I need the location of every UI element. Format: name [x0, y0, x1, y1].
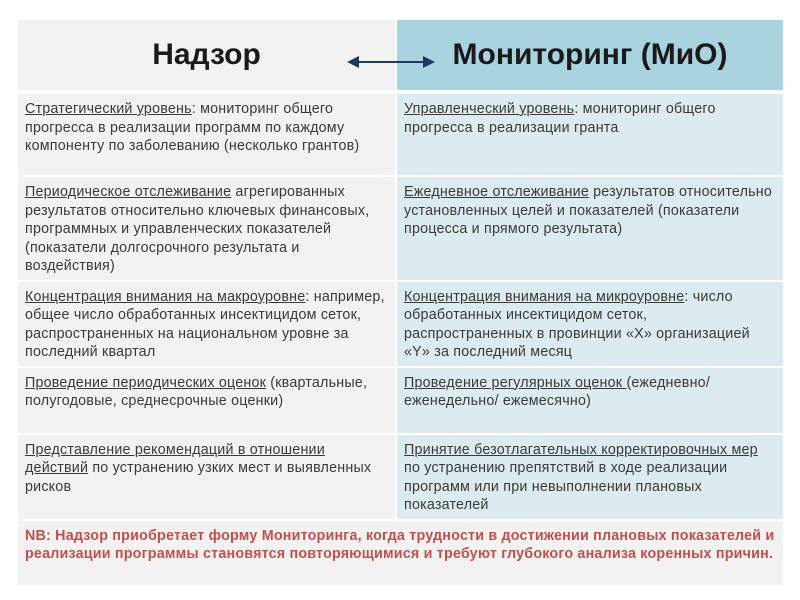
monitoring-cell — [396, 434, 783, 520]
oversight-cell — [18, 176, 396, 281]
cell-text: : число обработанных инсектицидом сеток, распространенных в провинции «X» организацией «Y» за последний месяц — [404, 288, 750, 360]
cell-text: (ежедневно/ еженедельно/ ежемесячно) — [404, 374, 710, 409]
cell-lead: Проведение периодических оценок — [25, 374, 267, 391]
monitoring-cell — [396, 92, 783, 176]
oversight-cell — [18, 367, 396, 434]
cell-lead: Проведение регулярных оценок — [404, 374, 627, 391]
cell-lead: Периодическое отслеживание — [25, 184, 232, 200]
cell-text: по устранению узких мест и выявленных рисков — [25, 460, 372, 495]
comparison-table — [18, 20, 783, 587]
cell-lead: Концентрация внимания на макроуровне — [25, 288, 306, 305]
oversight-cell — [18, 92, 396, 176]
cell-text: результатов относительно установленных целей и показателей (показатели процесса и прямого результата) — [404, 184, 773, 237]
cell-lead: Концентрация внимания на микроуровне — [404, 288, 685, 305]
double-headed-arrow-icon — [347, 52, 435, 72]
table-row — [18, 176, 783, 281]
cell-text: (квартальные, полугодовые, среднесрочные оценки) — [25, 374, 368, 409]
cell-text: : например, общее число обработанных инсектицидом сеток, распространенных на национальном уровне за последний квартал — [25, 288, 385, 360]
oversight-header: Надзор — [18, 20, 396, 92]
cell-lead: Управленческий уровень — [404, 101, 575, 117]
table-row — [18, 92, 783, 176]
cell-lead: Стратегический уровень — [25, 101, 192, 117]
table-row — [18, 281, 783, 367]
cell-text: : мониторинг общего прогресса в реализации гранта — [404, 101, 716, 136]
cell-lead: Ежедневное отслеживание — [404, 184, 589, 200]
cell-lead: Принятие безотлагательных корректировочных мер — [404, 441, 758, 458]
monitoring-cell — [396, 176, 783, 281]
cell-text: : мониторинг общего прогресса в реализации программ по каждому компоненту по заболеванию (несколько грантов) — [25, 101, 360, 154]
monitoring-cell — [396, 281, 783, 367]
monitoring-header: Мониторинг (МиО) — [396, 20, 783, 92]
nb-note: NB: Надзор приобретает форму Мониторинга, когда трудности в достижении плановых показателей и реализации программы становятся повторяющимися и требуют глубокого анализа коренных причин. — [18, 520, 783, 586]
table-row — [18, 367, 783, 434]
oversight-cell — [18, 281, 396, 367]
cell-lead: Представление рекомендаций в отношении действий — [25, 441, 325, 476]
oversight-cell — [18, 434, 396, 520]
cell-text: по устранению препятствий в ходе реализации программ или при невыполнении плановых показателей — [404, 460, 728, 513]
monitoring-cell — [396, 367, 783, 434]
note-row — [18, 520, 783, 586]
table-row — [18, 434, 783, 520]
cell-text: агрегированных результатов относительно ключевых финансовых, программных и управленческих показателей (показатели долгосрочного результата и воздействия) — [25, 184, 370, 274]
